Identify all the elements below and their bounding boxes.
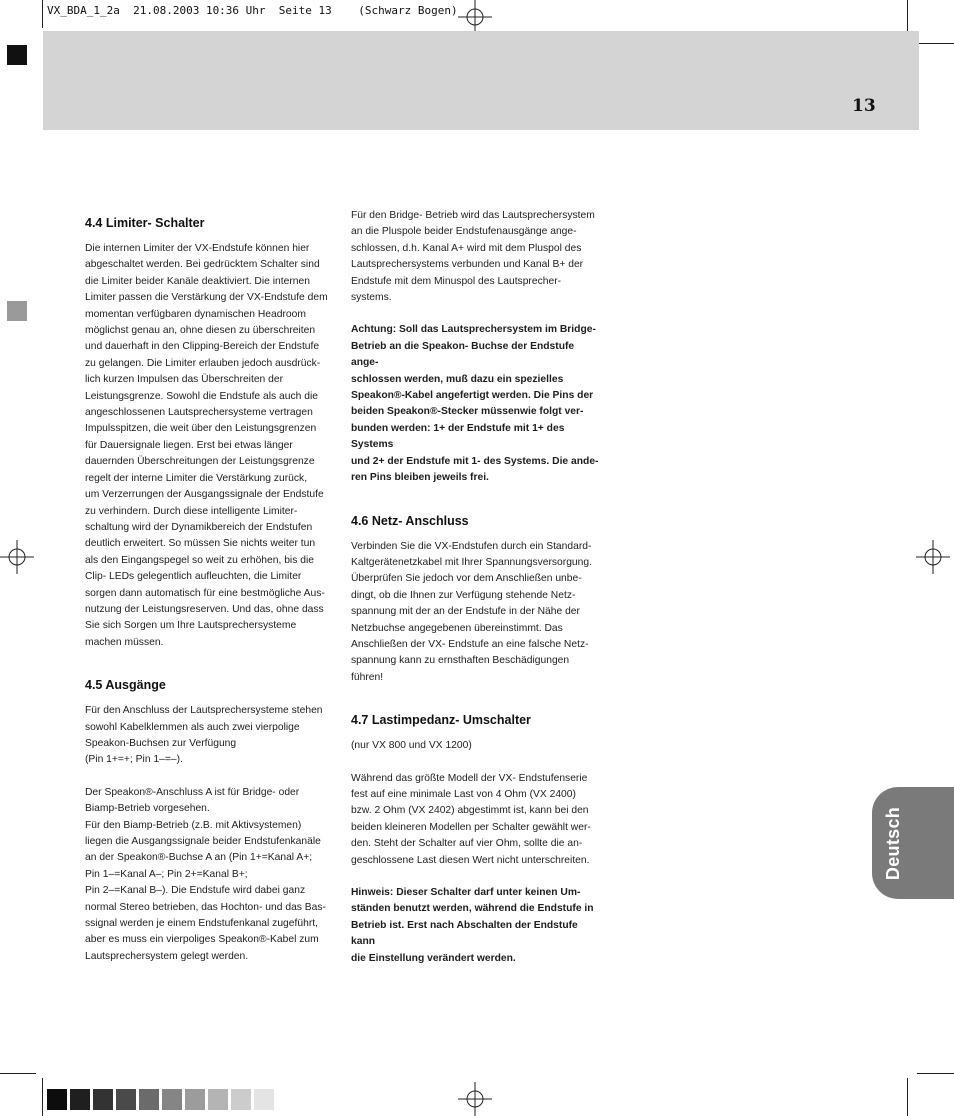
section-paragraph: Der Speakon®-Anschluss A ist für Bridge- oder Biamp-Betrieb vorgesehen. Für den Biamp-Betrieb (z.B. mit Aktivsystemen) liegen die Ausgangssignale beider Endstufenkanäle an der Speakon®-Buchse A an (Pin 1+=Kanal A+; Pin 1–=Kanal A–; Pin 2+=Kanal B+; Pin 2–=Kanal B–). Die Endstufe wird dabei ganz normal Stereo betrieben, das Hochton- und das Bas- ssignal werden je einem Endstufenkanal zugeführt, aber es muss ein vierpoliges Speakon®-Kabel zum Lautsprechersystem gelegt werden.: [85, 786, 326, 962]
color-patch-1: [47, 1089, 67, 1110]
warning-paragraph: Achtung: Soll das Lautsprechersystem im Bridge- Betrieb an die Speakon- Buchse der Endstufe ange- schlossen werden, muß dazu ein spezielles Speakon®-Kabel angefertigt werden. Die Pins der beiden Speakon®-Stecker müssenwie folgt ver- bunden werden: 1+ der Endstufe mit 1+ des Systems und 2+ der Endstufe mit 1- des Systems. Die ande- ren Pins bleiben jeweils frei.: [351, 324, 599, 484]
section-4-4-limiter-switch: [85, 214, 335, 651]
section-paragraph: Für den Anschluss der Lautsprechersysteme stehen sowohl Kabelklemmen als auch zwei vierpolige Speakon-Buchsen zur Verfügung (Pin 1+=+; Pin 1–=–).: [85, 705, 323, 766]
color-patch-3: [93, 1089, 113, 1110]
crop-mark-bottom-left-vertical: [42, 1078, 43, 1116]
section-4-6-mains-connection: [351, 512, 601, 687]
right-column: [351, 208, 601, 967]
section-heading: 4.4 Limiter- Schalter: [85, 216, 205, 230]
crop-mark-top-left-vertical: [42, 0, 43, 28]
hint-paragraph: Hinweis: Dieser Schalter darf unter keinen Um- ständen benutzt werden, während die Endstufe in Betrieb ist. Erst nach Abschalten der Endstufe kann die Einstellung verändert werden.: [351, 887, 594, 964]
section-heading: 4.7 Lastimpedanz- Umschalter: [351, 713, 531, 728]
registration-mark-right-icon: [916, 540, 950, 574]
section-4-5-outputs: [85, 676, 335, 965]
color-patch-4: [116, 1089, 136, 1110]
color-patch-9: [231, 1089, 251, 1110]
registration-mark-left-icon: [0, 540, 34, 574]
section-body: Während das größte Modell der VX- Endstufenserie fest auf eine minimale Last von 4 Ohm (VX 2400) bzw. 2 Ohm (VX 2402) abgestimmt ist, kann bei den beiden kleineren Modellen per Schalter gewählt wer- den. Steht der Schalter auf vier Ohm, sollte die an- geschlossene Last diesen Wert nicht unterschreiten.: [351, 772, 591, 866]
left-column: [85, 214, 335, 965]
section-note: (nur VX 800 und VX 1200): [351, 740, 472, 752]
color-patch-2: [70, 1089, 90, 1110]
color-patch-10: [254, 1089, 274, 1110]
crop-mark-bottom-right-horizontal: [917, 1073, 954, 1074]
language-tab-label: Deutsch: [883, 806, 904, 880]
color-patch-6: [162, 1089, 182, 1110]
registration-mark-top-icon: [458, 0, 492, 34]
section-bridge-operation: [351, 208, 601, 487]
header-band: [43, 31, 919, 130]
section-heading: 4.5 Ausgänge: [85, 678, 166, 693]
color-patch-5: [139, 1089, 159, 1110]
grey-margin-marker: [7, 301, 27, 321]
language-tab: [872, 787, 954, 899]
crop-mark-bottom-left-horizontal: [0, 1073, 36, 1074]
section-paragraph: Für den Bridge- Betrieb wird das Lautsprechersystem an die Pluspole beider Endstufenausgänge ange- schlossen, d.h. Kanal A+ wird mit dem Pluspol des Lautsprechersystems verbunden und Kanal B+ der Endstufe mit dem Minuspol des Lautsprecher- systems.: [351, 210, 595, 304]
section-body: Verbinden Sie die VX-Endstufen durch ein Standard- Kaltgerätenetzkabel mit Ihrer Spannungsversorgung. Überprüfen Sie jedoch vor dem Anschließen unbe- dingt, ob die Ihnen zur Verfügung stehende Netz- spannung mit der an der Endstufe in der Nähe der Netzbuchse angegebenen übereinstimmt. Das Anschließen der VX- Endstufe an eine falsche Netz- spannung kann zu ernsthaften Beschädigungen führen!: [351, 540, 592, 683]
section-body: Die internen Limiter der VX-Endstufe können hier abgeschaltet werden. Bei gedrücktem Schalter sind die Limiter beider Kanäle deaktiviert. Die internen Limiter passen die Verstärkung der VX-Endstufe dem momentan verfügbaren dynamischen Headroom möglichst genau an, ohne diesen zu überschreiten und dauerhaft in den Clipping-Bereich der Endstufe zu gelangen. Die Limiter erlauben jedoch ausdrück- lich kurzen Impulsen das Überschreiten der Leistungsgrenze. Sowohl die Endstufe als auch die angeschlossenen Lautsprechersysteme vertragen Impulsspitzen, die weit über den Leistungsgrenzen für Dauersignale liegen. Erst bei etwas länger dauernden Überschreitungen der Leistungsgrenze regelt der interne Limiter die Verstärkung zurück, um Verzerrungen der Ausgangssignale der Endstufe zu verhindern. Durch diese intelligente Limiter- schaltung wird der Dynamikbereich der Endstufen deutlich erweitert. So müssen Sie nichts weiter tun als den Eingangspegel so weit zu erhöhen, bis die Clip- LEDs gelegentlich aufleuchten, die Limiter sorgen dann automatisch für eine bestmögliche Aus- nutzung der Leistungsreserven. Und das, ohne dass Sie sich Sorgen um Ihre Lautsprechersysteme machen müssen.: [85, 243, 328, 648]
black-margin-marker: [7, 45, 27, 65]
color-patch-8: [208, 1089, 228, 1110]
page-number: 13: [852, 96, 876, 116]
crop-mark-top-right-horizontal: [917, 43, 954, 44]
section-heading: 4.6 Netz- Anschluss: [351, 513, 469, 528]
crop-mark-bottom-right-vertical: [907, 1078, 908, 1116]
printer-slug-line: VX_BDA_1_2a 21.08.2003 10:36 Uhr Seite 13 (Schwarz Bogen): [47, 4, 458, 17]
crop-mark-top-right-vertical: [907, 0, 908, 34]
registration-mark-bottom-icon: [458, 1082, 492, 1116]
color-patch-7: [185, 1089, 205, 1110]
color-control-strip: [47, 1089, 277, 1110]
section-4-7-load-impedance-switch: [351, 711, 601, 967]
